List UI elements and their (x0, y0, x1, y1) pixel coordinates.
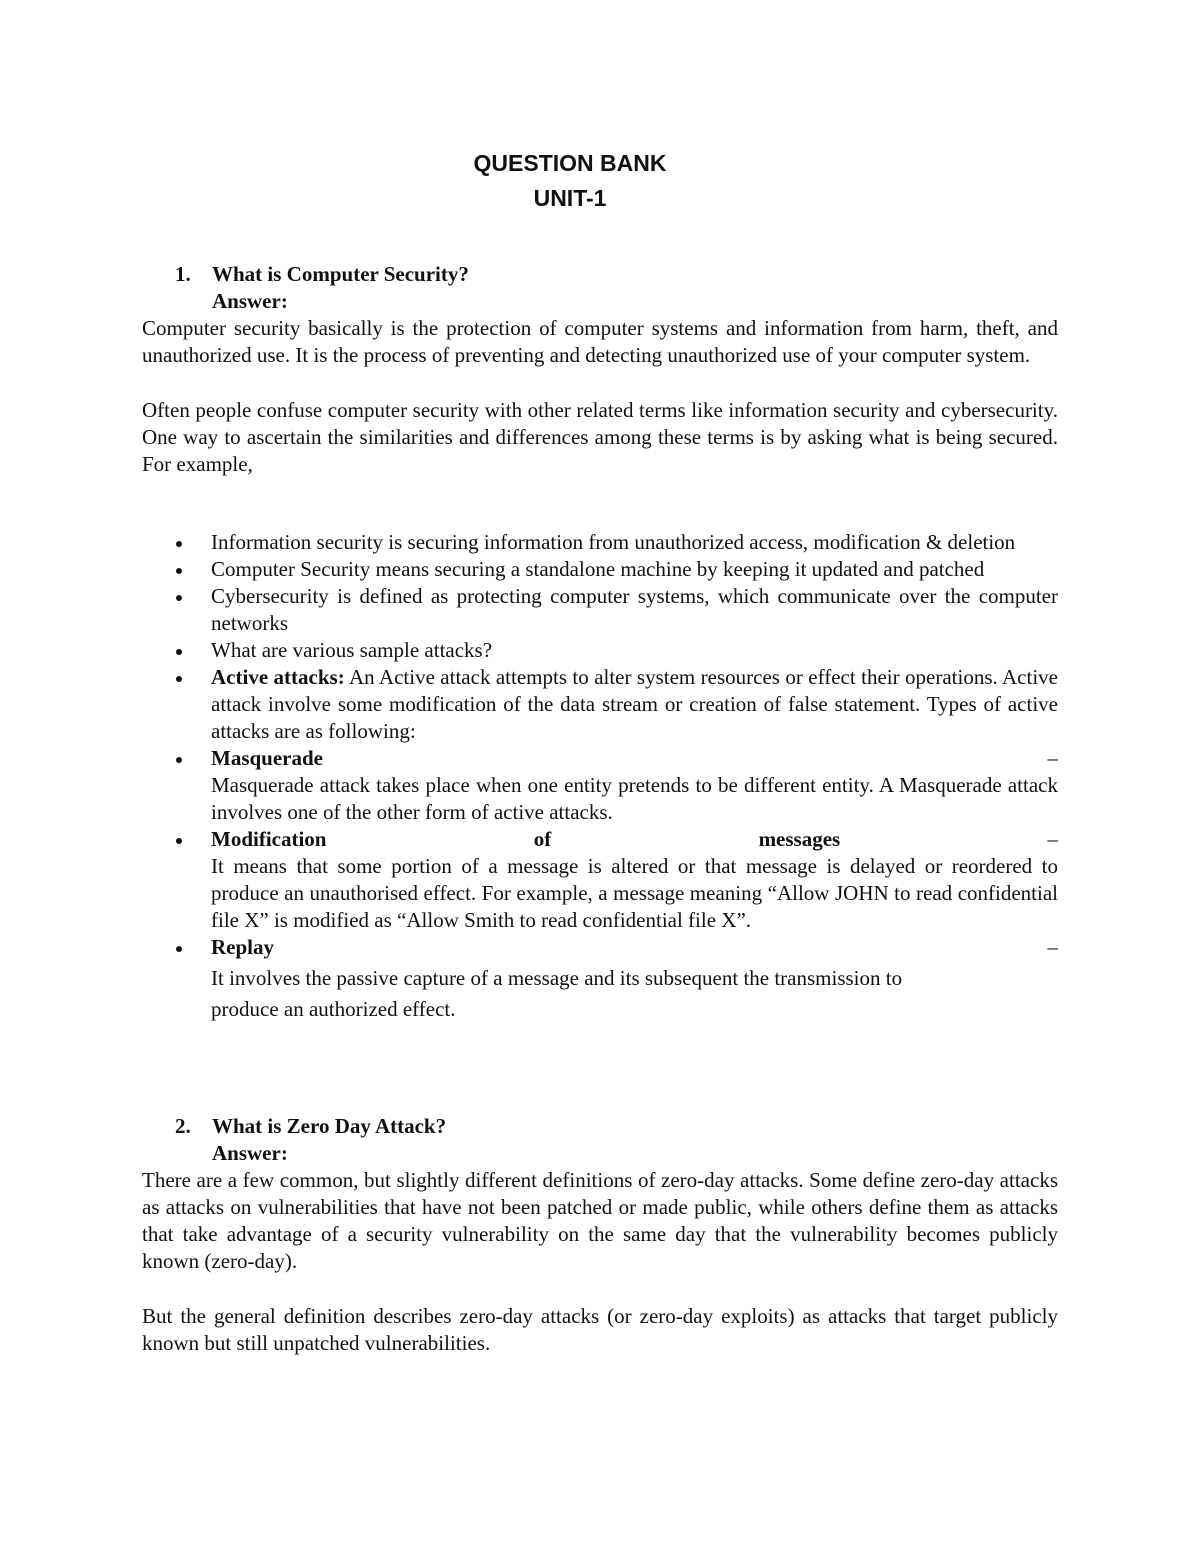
active-attacks-label: Active attacks: (211, 665, 345, 689)
replay-text-2: produce an authorized effect. (211, 997, 456, 1021)
answer-paragraph: But the general definition describes zero-day attacks (or zero-day exploits) as attacks that target publicly known but still unpatched vulnerabilities. (142, 1304, 1058, 1355)
list-item-modification (142, 826, 1058, 934)
list-item-replay (142, 934, 1058, 1025)
masquerade-label: Masquerade (211, 746, 323, 770)
list-item-text: Cybersecurity is defined as protecting computer systems, which communicate over the computer networks (211, 584, 1058, 635)
modification-text: It means that some portion of a message is altered or that message is delayed or reordered to produce an unauthorised effect. For example, a message meaning “Allow JOHN to read confidential file X” is modified as “Allow Smith to read confidential file X”. (211, 854, 1058, 932)
masquerade-text: Masquerade attack takes place when one entity pretends to be different entity. A Masquerade attack involves one of the other form of active attacks. (211, 773, 1058, 824)
bullet-icon (176, 595, 182, 601)
question-text: What is Computer Security? (212, 262, 469, 286)
active-attacks-text: An Active attack attempts to alter system resources or effect their operations. Active attack involve some modification of the data stream or creation of false statement. Types of active attacks are as following: (211, 665, 1058, 743)
bullet-icon (176, 568, 182, 574)
answer-label: Answer: (212, 289, 288, 313)
list-item (142, 529, 1058, 556)
replay-dash: – (1047, 935, 1058, 959)
question-1 (142, 261, 1058, 478)
list-item-text: What are various sample attacks? (211, 638, 493, 662)
question-text: What is Zero Day Attack? (212, 1114, 447, 1138)
masquerade-heading (211, 745, 1058, 772)
modification-label-2: of (533, 827, 552, 851)
list-item-active-attacks (142, 664, 1058, 745)
question-number: 2. (175, 1114, 191, 1138)
bullet-icon (176, 946, 182, 952)
bullet-icon (176, 541, 182, 547)
question-heading (142, 261, 1058, 288)
modification-dash: – (1047, 827, 1058, 851)
list-item (142, 637, 1058, 664)
bullet-icon (176, 838, 182, 844)
question-heading (142, 1113, 1058, 1140)
header (0, 146, 1140, 216)
answer-paragraph: There are a few common, but slightly different definitions of zero-day attacks. Some define zero-day attacks as attacks on vulnerabilities that have not been patched or made public, while others define them as attacks that take advantage of a security vulnerability on the same day that the vulnerability becomes publicly known (zero-day). (142, 1168, 1058, 1273)
question-number: 1. (175, 262, 191, 286)
bullet-list (142, 529, 1058, 1025)
replay-heading (211, 934, 1058, 961)
answer-paragraph: Computer security basically is the protection of computer systems and information from harm, theft, and unauthorized use. It is the process of preventing and detecting unauthorized use of your computer system. (142, 316, 1058, 367)
masquerade-dash: – (1047, 746, 1058, 770)
unit-label: UNIT-1 (533, 185, 607, 211)
replay-label: Replay (211, 935, 274, 959)
list-item (142, 583, 1058, 637)
modification-label-3: messages (758, 827, 841, 851)
answer-label: Answer: (212, 1141, 288, 1165)
bullet-icon (176, 757, 182, 763)
question-2 (142, 1113, 1058, 1357)
list-item-masquerade (142, 745, 1058, 826)
bullet-icon (176, 676, 182, 682)
page-title: QUESTION BANK (473, 150, 667, 176)
list-item-text: Information security is securing information from unauthorized access, modification & deletion (211, 530, 1016, 554)
modification-label-1: Modification (211, 827, 327, 851)
answer-paragraph: Often people confuse computer security with other related terms like information security and cybersecurity. One way to ascertain the similarities and differences among these terms is by asking what is being secured. For example, (142, 398, 1058, 476)
modification-heading (211, 826, 1058, 853)
bullet-icon (176, 649, 182, 655)
list-item-text: Computer Security means securing a standalone machine by keeping it updated and patched (211, 557, 985, 581)
list-item (142, 556, 1058, 583)
replay-text-1: It involves the passive capture of a message and its subsequent the transmission to (211, 966, 903, 990)
